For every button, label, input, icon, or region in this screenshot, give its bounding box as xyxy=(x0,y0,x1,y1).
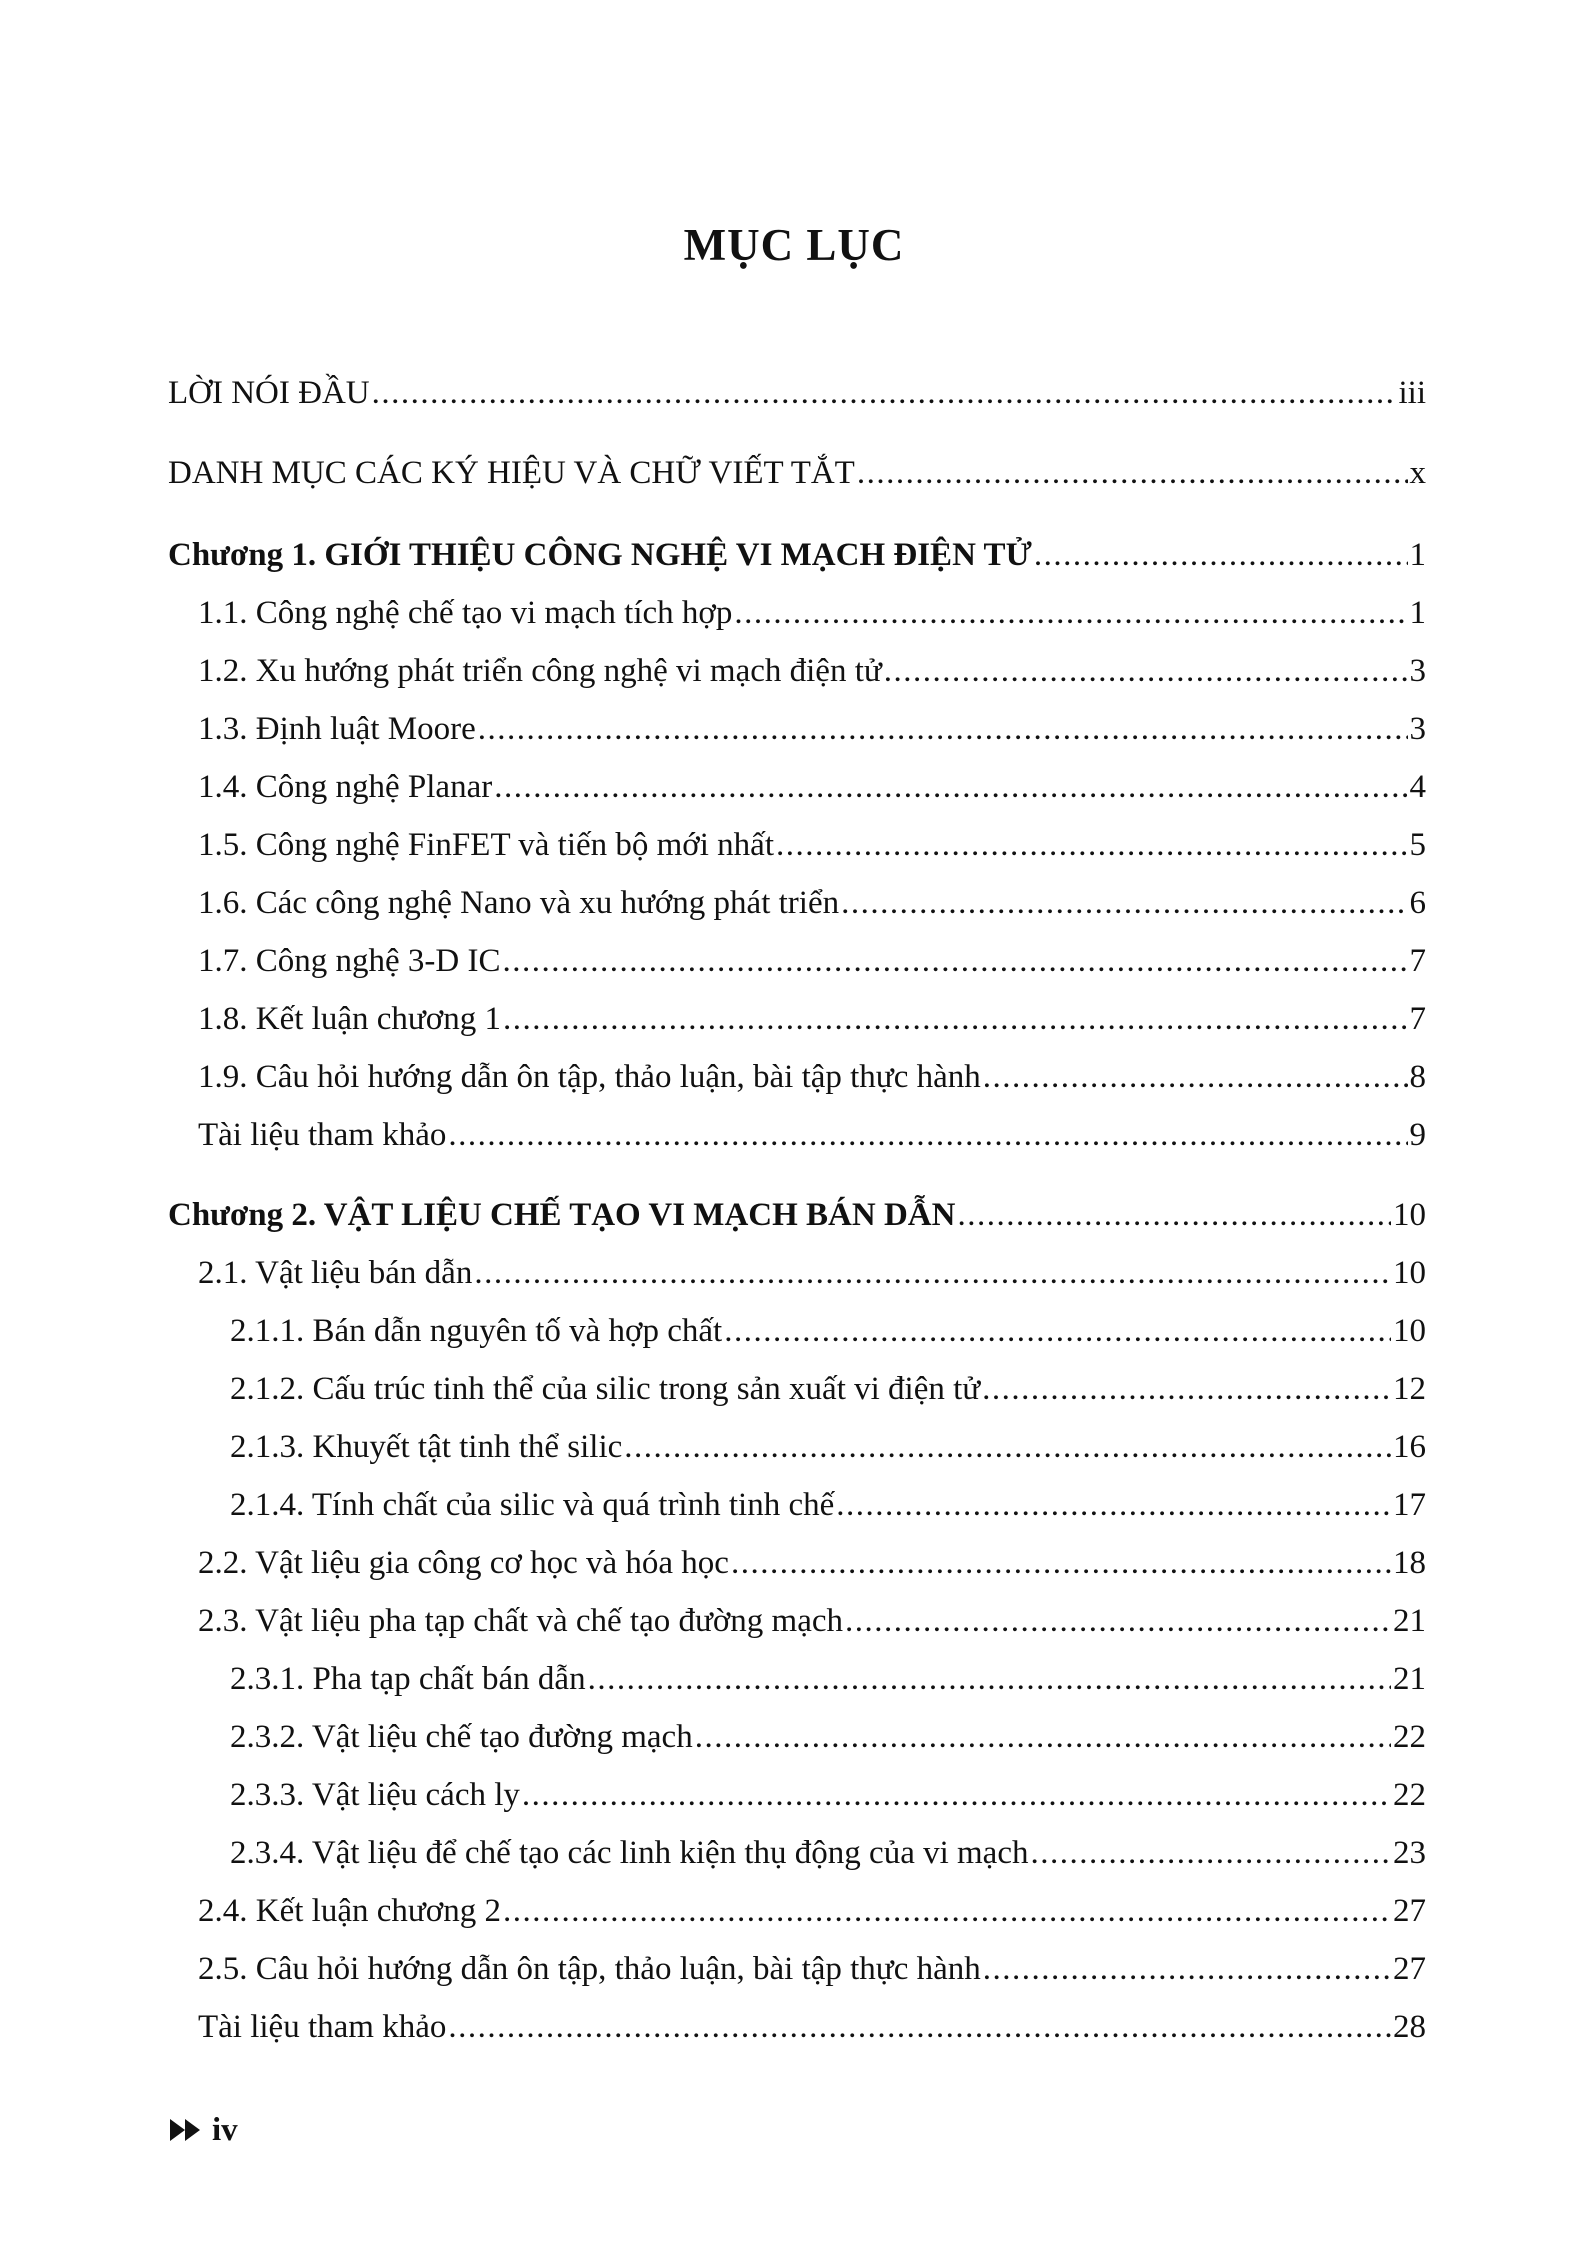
dot-leader xyxy=(474,1244,1391,1302)
toc-entry-page: 7 xyxy=(1409,1001,1426,1037)
dot-leader xyxy=(624,1418,1391,1476)
toc-entry-page: 5 xyxy=(1409,827,1426,863)
toc-entry-page: 8 xyxy=(1409,1059,1426,1095)
toc-entry[interactable] xyxy=(168,874,1426,932)
toc-entry[interactable] xyxy=(168,1302,1426,1360)
toc-entry[interactable] xyxy=(168,758,1426,816)
toc-entry-label: 2.1.4. Tính chất của silic và quá trình tinh chế xyxy=(230,1487,835,1523)
toc-entry-label: 1.1. Công nghệ chế tạo vi mạch tích hợp xyxy=(198,595,733,631)
toc-entry-label: Chương 2. VẬT LIỆU CHẾ TẠO VI MẠCH BÁN DẪN xyxy=(168,1197,956,1233)
dot-leader xyxy=(448,1106,1407,1164)
page-footer xyxy=(170,2105,238,2155)
toc-entry-page: 3 xyxy=(1409,711,1426,747)
toc-entry-label: 1.2. Xu hướng phát triển công nghệ vi mạch điện tử xyxy=(198,653,882,689)
dot-leader xyxy=(845,1592,1391,1650)
toc-entry-page: 3 xyxy=(1409,653,1426,689)
dot-leader xyxy=(588,1650,1391,1708)
toc-entry-page: 10 xyxy=(1393,1313,1426,1349)
toc-entry-label: 2.3.1. Pha tạp chất bán dẫn xyxy=(230,1661,586,1697)
toc-entry-chapter-1[interactable] xyxy=(168,526,1426,584)
dot-leader xyxy=(857,444,1408,502)
toc-entry-label: 2.1.1. Bán dẫn nguyên tố và hợp chất xyxy=(230,1313,723,1349)
toc-entry-label: 2.1. Vật liệu bán dẫn xyxy=(198,1255,473,1291)
toc-entry[interactable] xyxy=(168,1244,1426,1302)
toc-entry[interactable] xyxy=(168,932,1426,990)
toc-entry-page: 23 xyxy=(1393,1835,1426,1871)
toc-entry-label: 2.4. Kết luận chương 2 xyxy=(198,1893,501,1929)
toc-entry[interactable] xyxy=(168,700,1426,758)
toc-entry-label: 2.3.2. Vật liệu chế tạo đường mạch xyxy=(230,1719,693,1755)
toc-entry-label: Tài liệu tham khảo xyxy=(198,1117,447,1153)
toc-entry-page: iii xyxy=(1398,375,1426,411)
toc-entry-page: 7 xyxy=(1409,943,1426,979)
toc-entry[interactable] xyxy=(168,1476,1426,1534)
dot-leader xyxy=(983,1048,1408,1106)
toc-entry[interactable] xyxy=(168,1766,1426,1824)
dot-leader xyxy=(957,1186,1391,1244)
toc-entry[interactable] xyxy=(168,1106,1426,1164)
page-number: iv xyxy=(212,2112,238,2148)
dot-leader xyxy=(478,700,1408,758)
toc-entry-page: 17 xyxy=(1393,1487,1426,1523)
dot-leader xyxy=(1034,526,1408,584)
dot-leader xyxy=(884,642,1408,700)
toc-entry-label: DANH MỤC CÁC KÝ HIỆU VÀ CHỮ VIẾT TẮT xyxy=(168,455,855,491)
toc-entry-page: 10 xyxy=(1393,1255,1426,1291)
toc-entry-label: LỜI NÓI ĐẦU xyxy=(168,375,370,411)
toc-entry[interactable] xyxy=(168,584,1426,642)
double-arrow-right-icon xyxy=(170,2119,202,2141)
toc-entry-label: 1.7. Công nghệ 3-D IC xyxy=(198,943,501,979)
toc-entry-page: 21 xyxy=(1393,1603,1426,1639)
toc-entry-page: 12 xyxy=(1393,1371,1426,1407)
toc-entry[interactable] xyxy=(168,642,1426,700)
dot-leader xyxy=(841,874,1407,932)
dot-leader xyxy=(448,1998,1391,2056)
toc-entry-label: 1.4. Công nghệ Planar xyxy=(198,769,493,805)
toc-entry-label: 2.3. Vật liệu pha tạp chất và chế tạo đường mạch xyxy=(198,1603,844,1639)
toc-entry-label: 2.2. Vật liệu gia công cơ học và hóa học xyxy=(198,1545,729,1581)
dot-leader xyxy=(724,1302,1391,1360)
toc-entry[interactable] xyxy=(168,1708,1426,1766)
toc-entry[interactable] xyxy=(168,1360,1426,1418)
toc-entry-label: 1.8. Kết luận chương 1 xyxy=(198,1001,501,1037)
toc-entry-page: 16 xyxy=(1393,1429,1426,1465)
toc-entry-label: 1.6. Các công nghệ Nano và xu hướng phát triển xyxy=(198,885,840,921)
dot-leader xyxy=(503,990,1408,1048)
dot-leader xyxy=(502,932,1407,990)
toc-entry-page: 22 xyxy=(1393,1777,1426,1813)
toc-entry[interactable] xyxy=(168,1824,1426,1882)
toc-entry-page: 22 xyxy=(1393,1719,1426,1755)
toc-entry-label: Chương 1. GIỚI THIỆU CÔNG NGHỆ VI MẠCH ĐIỆN TỬ xyxy=(168,537,1032,573)
toc-entry-page: 28 xyxy=(1393,2009,1426,2045)
toc-entry-label: 2.3.4. Vật liệu để chế tạo các linh kiện thụ động của vi mạch xyxy=(230,1835,1029,1871)
toc-entry-label: 1.3. Định luật Moore xyxy=(198,711,476,747)
dot-leader xyxy=(983,1940,1391,1998)
toc-entry-page: 4 xyxy=(1409,769,1426,805)
toc-entry[interactable] xyxy=(168,1940,1426,1998)
toc-entry-page: 18 xyxy=(1393,1545,1426,1581)
toc-entry-page: x xyxy=(1409,455,1426,491)
toc-entry-preface[interactable] xyxy=(168,364,1426,422)
toc-entry-page: 10 xyxy=(1393,1197,1426,1233)
toc-entry-page: 1 xyxy=(1409,537,1426,573)
toc-entry[interactable] xyxy=(168,1048,1426,1106)
toc-entry-label: 2.5. Câu hỏi hướng dẫn ôn tập, thảo luận, bài tập thực hành xyxy=(198,1951,981,1987)
toc-entry[interactable] xyxy=(168,1418,1426,1476)
dot-leader xyxy=(494,758,1407,816)
toc-entry-abbreviations[interactable] xyxy=(168,444,1426,502)
dot-leader xyxy=(695,1708,1391,1766)
toc-entry[interactable] xyxy=(168,1534,1426,1592)
toc-entry-chapter-2[interactable] xyxy=(168,1186,1426,1244)
toc-entry-label: 2.1.2. Cấu trúc tinh thể của silic trong sản xuất vi điện tử xyxy=(230,1371,981,1407)
page-title: MỤC LỤC xyxy=(683,220,905,270)
dot-leader xyxy=(734,584,1407,642)
dot-leader xyxy=(982,1360,1391,1418)
toc-entry-page: 27 xyxy=(1393,1951,1426,1987)
toc-entry[interactable] xyxy=(168,1592,1426,1650)
toc-entry[interactable] xyxy=(168,1998,1426,2056)
dot-leader xyxy=(503,1882,1391,1940)
toc-entry[interactable] xyxy=(168,816,1426,874)
toc-entry-label: 1.9. Câu hỏi hướng dẫn ôn tập, thảo luận, bài tập thực hành xyxy=(198,1059,981,1095)
toc-entry[interactable] xyxy=(168,990,1426,1048)
toc-entry-page: 6 xyxy=(1409,885,1426,921)
toc-entry[interactable] xyxy=(168,1882,1426,1940)
toc-entry-label: 1.5. Công nghệ FinFET và tiến bộ mới nhất xyxy=(198,827,774,863)
toc-entry-page: 27 xyxy=(1393,1893,1426,1929)
dot-leader xyxy=(372,364,1397,422)
dot-leader xyxy=(776,816,1408,874)
toc-entry-label: 2.1.3. Khuyết tật tinh thể silic xyxy=(230,1429,623,1465)
toc-entry[interactable] xyxy=(168,1650,1426,1708)
toc-entry-page: 1 xyxy=(1409,595,1426,631)
toc-entry-page: 21 xyxy=(1393,1661,1426,1697)
dot-leader xyxy=(731,1534,1391,1592)
toc-entry-label: Tài liệu tham khảo xyxy=(198,2009,447,2045)
toc-entry-page: 9 xyxy=(1409,1117,1426,1153)
dot-leader xyxy=(522,1766,1391,1824)
dot-leader xyxy=(836,1476,1391,1534)
toc-entry-label: 2.3.3. Vật liệu cách ly xyxy=(230,1777,520,1813)
dot-leader xyxy=(1030,1824,1391,1882)
